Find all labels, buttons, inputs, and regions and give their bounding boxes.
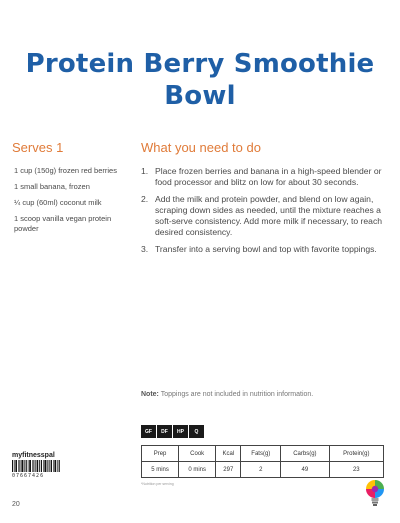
nutrition-value-cell: 297 bbox=[216, 462, 241, 478]
method-step bbox=[141, 166, 386, 187]
diet-badge-df: DF bbox=[157, 425, 172, 438]
method-step bbox=[141, 244, 386, 255]
nutrition-value-row bbox=[142, 462, 384, 478]
toppings-note bbox=[141, 391, 313, 398]
step-text: Add the milk and protein powder, and blend on low again, scraping down sides as needed, until the mixture reaches a soft-serve consistency. Add more milk if necessary, to reach desired consistency. bbox=[155, 194, 383, 237]
nutrition-header-row bbox=[142, 446, 384, 462]
ingredient-item: ¼ cup (60ml) coconut milk bbox=[14, 198, 102, 207]
barcode-icon bbox=[12, 460, 60, 472]
ingredient-list bbox=[14, 166, 136, 240]
ingredient-item: 1 small banana, frozen bbox=[14, 182, 90, 191]
step-text: Place frozen berries and banana in a high-speed blender or food processor and blitz on low for about 30 seconds. bbox=[155, 166, 382, 187]
nutrition-header-cell: Prep bbox=[142, 446, 179, 462]
method-heading: What you need to do bbox=[141, 140, 261, 155]
nutrition-value-cell: 0 mins bbox=[179, 462, 216, 478]
ingredient-item: 1 cup (150g) frozen red berries bbox=[14, 166, 117, 175]
diet-badge-q: Q bbox=[189, 425, 204, 438]
nutrition-value-cell: 23 bbox=[329, 462, 383, 478]
nutrition-table bbox=[141, 445, 384, 478]
nutrition-value-cell: 5 mins bbox=[142, 462, 179, 478]
diet-badges bbox=[141, 425, 204, 438]
note-text: Toppings are not included in nutrition information. bbox=[158, 391, 314, 398]
barcode-number: 07667426 bbox=[12, 473, 45, 479]
nutrition-value-cell: 2 bbox=[241, 462, 281, 478]
step-number: 1. bbox=[141, 166, 149, 176]
nutrition-footnote: *Nutrition per serving bbox=[141, 482, 174, 486]
serves-heading: Serves 1 bbox=[12, 140, 64, 155]
nutrition-header-cell: Fats(g) bbox=[241, 446, 281, 462]
method-step bbox=[141, 194, 386, 237]
note-label: Note: bbox=[141, 391, 159, 398]
lightbulb-logo-icon bbox=[363, 478, 387, 508]
diet-badge-gf: GF bbox=[141, 425, 156, 438]
nutrition-header-cell: Cook bbox=[179, 446, 216, 462]
nutrition-header-cell: Protein(g) bbox=[329, 446, 383, 462]
nutrition-header-cell: Kcal bbox=[216, 446, 241, 462]
step-text: Transfer into a serving bowl and top with favorite toppings. bbox=[155, 244, 377, 255]
myfitnesspal-logo: myfitnesspal bbox=[12, 452, 55, 459]
nutrition-value-cell: 49 bbox=[281, 462, 329, 478]
nutrition-header-cell: Carbs(g) bbox=[281, 446, 329, 462]
recipe-title: Protein Berry Smoothie Bowl bbox=[25, 49, 375, 111]
step-number: 2. bbox=[141, 194, 149, 205]
ingredient-item: 1 scoop vanilla vegan protein powder bbox=[14, 214, 112, 233]
step-number: 3. bbox=[141, 244, 149, 255]
diet-badge-hp: HP bbox=[173, 425, 188, 438]
page-number: 20 bbox=[12, 501, 20, 508]
method-steps bbox=[141, 166, 386, 262]
